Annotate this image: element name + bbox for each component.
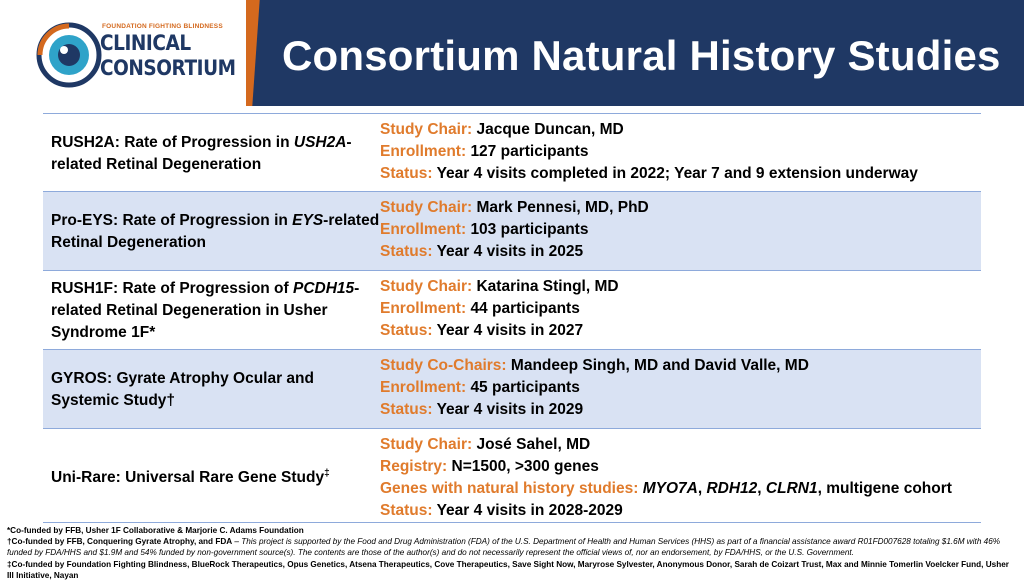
table-row [43, 270, 981, 349]
detail-label: Registry: [380, 458, 448, 475]
study-name: Pro-EYS: Rate of Progression in EYS-related Retinal Degeneration [51, 212, 380, 251]
detail-label: Study Co-Chairs: [380, 357, 507, 374]
detail-label: Enrollment: [380, 143, 467, 160]
footnote: †Co-funded by FFB, Conquering Gyrate Atrophy, and FDA – This project is supported by the Food and Drug Administration (FDA) of the U.S. Department of Health and Human Services (HHS) as part of a financial assistance award R01FD007628 totaling $1.6M with 46% funded by FDA/HHS and $1.9M and 54% funded by non-government source(s). The contents are those of the author(s) and do not necessarily represent the official views of, nor an endorsement, by FDA/HHS, or the U.S. Government. [7, 537, 1001, 558]
detail-value: Year 4 visits in 2029 [436, 401, 584, 418]
table-row [43, 113, 981, 191]
detail-label: Status: [380, 502, 433, 519]
clinical-consortium-logo [36, 18, 246, 92]
detail-value: José Sahel, MD [476, 436, 591, 453]
table-row [43, 191, 981, 270]
detail-label: Enrollment: [380, 379, 467, 396]
detail-label: Study Chair: [380, 278, 473, 295]
detail-label: Status: [380, 322, 433, 339]
study-details [380, 119, 981, 185]
detail-value: 127 participants [470, 143, 589, 160]
footnotes [7, 525, 1017, 581]
detail-value: Mark Pennesi, MD, PhD [476, 199, 649, 216]
detail-value: Year 4 visits in 2028-2029 [436, 502, 623, 519]
detail-value: Year 4 visits in 2025 [436, 243, 584, 260]
study-name: GYROS: Gyrate Atrophy Ocular and Systemic Study† [51, 370, 314, 409]
detail-value: 44 participants [470, 300, 580, 317]
detail-label: Enrollment: [380, 221, 467, 238]
study-name: Uni-Rare: Universal Rare Gene Study‡ [51, 468, 330, 487]
detail-value: 45 participants [470, 379, 580, 396]
detail-value: Katarina Stingl, MD [476, 278, 619, 295]
page-title: Consortium Natural History Studies [282, 32, 1001, 79]
detail-label: Study Chair: [380, 121, 473, 138]
table-row [43, 428, 981, 523]
table-row [43, 349, 981, 428]
study-details [380, 355, 981, 421]
study-details [380, 197, 981, 263]
detail-value: MYO7A, RDH12, CLRN1, multigene cohort [642, 480, 952, 497]
detail-label: Genes with natural history studies: [380, 480, 639, 497]
footnote: ‡Co-funded by Foundation Fighting Blindness, BlueRock Therapeutics, Opus Genetics, Atsena Therapeutics, Cove Therapeutics, Save Sight Now, Maryrose Sylvester, Anonymous Donor, Sarah de Coizart Trust, Max and Minnie Tomerlin Voelcker Fund, Usher III Initiative, Nayan [7, 559, 1009, 580]
detail-value: Year 4 visits completed in 2022; Year 7 and 9 extension underway [436, 165, 918, 182]
detail-label: Study Chair: [380, 436, 473, 453]
eye-icon [36, 22, 102, 88]
footnote-marker: ‡ [324, 468, 330, 480]
studies-table [43, 113, 981, 523]
logo-tagline: FOUNDATION FIGHTING BLINDNESS [102, 23, 223, 30]
detail-label: Status: [380, 401, 433, 418]
study-name: RUSH2A: Rate of Progression in USH2A-related Retinal Degeneration [51, 133, 352, 173]
study-name: RUSH1F: Rate of Progression of PCDH15-related Retinal Degeneration in Usher Syndrome 1F* [51, 280, 360, 341]
detail-value: Jacque Duncan, MD [476, 121, 624, 138]
detail-label: Study Chair: [380, 199, 473, 216]
study-details [380, 434, 981, 522]
detail-value: N=1500, >300 genes [451, 458, 599, 475]
logo-word-consortium: CONSORTIUM [100, 56, 236, 80]
logo-word-clinical: CLINICAL [100, 31, 191, 55]
detail-value: 103 participants [470, 221, 589, 238]
detail-value: Mandeep Singh, MD and David Valle, MD [510, 357, 809, 374]
detail-label: Enrollment: [380, 300, 467, 317]
detail-label: Status: [380, 243, 433, 260]
detail-value: Year 4 visits in 2027 [436, 322, 584, 339]
detail-label: Status: [380, 165, 433, 182]
footnote: *Co-funded by FFB, Usher 1F Collaborative & Marjorie C. Adams Foundation [7, 526, 304, 535]
study-details [380, 276, 981, 342]
